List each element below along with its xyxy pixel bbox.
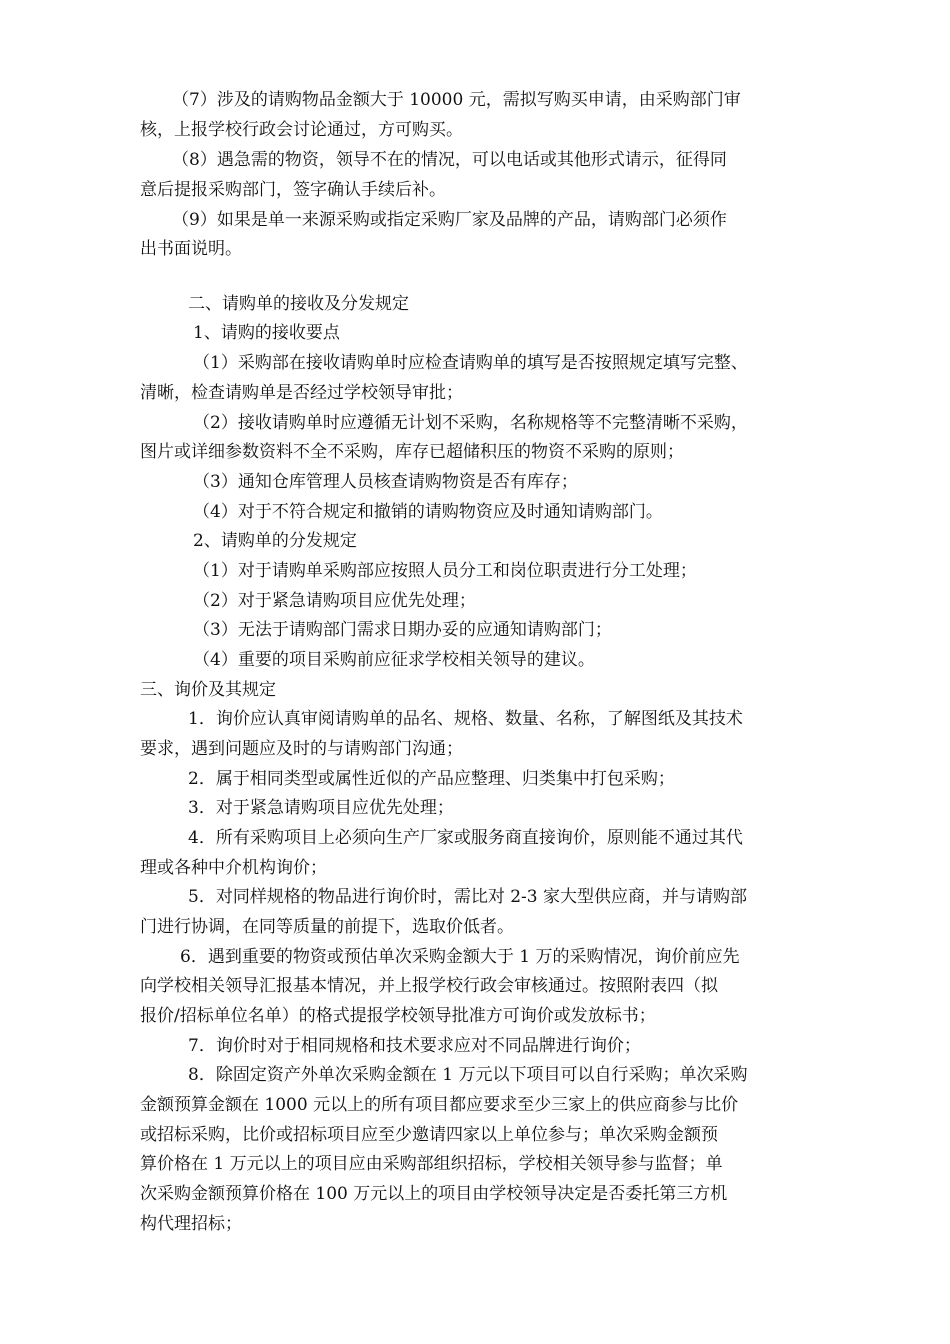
- text-line: （7）涉及的请购物品金额大于 10000 元，需拟写购买申请，由采购部门审: [172, 90, 741, 110]
- text-line: （4）对于不符合规定和撤销的请购物资应及时通知请购部门。: [193, 502, 663, 522]
- text-line: 6．遇到重要的物资或预估单次采购金额大于 1 万的采购情况，询价前应先: [180, 947, 740, 967]
- text-line: 核，上报学校行政会讨论通过，方可购买。: [140, 120, 463, 140]
- text-line: 5．对同样规格的物品进行询价时，需比对 2-3 家大型供应商，并与请购部: [188, 887, 747, 907]
- text-line: （1）对于请购单采购部应按照人员分工和岗位职责进行分工处理；: [193, 561, 697, 581]
- text-line: 要求，遇到问题应及时的与请购部门沟通；: [140, 739, 463, 759]
- text-line: （3）无法于请购部门需求日期办妥的应通知请购部门；: [193, 620, 612, 640]
- text-line: 门进行协调，在同等质量的前提下，选取价低者。: [140, 917, 514, 937]
- text-line: 3．对于紧急请购项目应优先处理；: [188, 798, 454, 818]
- text-line: 报价/招标单位名单）的格式提报学校领导批准方可询价或发放标书；: [140, 1006, 656, 1026]
- text-line: 金额预算金额在 1000 元以上的所有项目都应要求至少三家上的供应商参与比价: [140, 1095, 739, 1115]
- text-line: 4．所有采购项目上必须向生产厂家或服务商直接询价，原则能不通过其代: [188, 828, 743, 848]
- text-line: 1．询价应认真审阅请购单的品名、规格、数量、名称，了解图纸及其技术: [188, 709, 743, 729]
- text-line: 理或各种中介机构询价；: [140, 858, 327, 878]
- text-line: 7．询价时对于相同规格和技术要求应对不同品牌进行询价；: [188, 1036, 641, 1056]
- section-heading: 二、请购单的接收及分发规定: [188, 294, 409, 314]
- text-line: 向学校相关领导汇报基本情况，并上报学校行政会审核通过。按照附表四（拟: [140, 976, 718, 996]
- text-line: （3）通知仓库管理人员核查请购物资是否有库存；: [193, 472, 578, 492]
- subsection-heading: 2、请购单的分发规定: [193, 531, 357, 551]
- text-line: 算价格在 1 万元以上的项目应由采购部组织招标，学校相关领导参与监督；单: [140, 1154, 723, 1174]
- text-line: 清晰，检查请购单是否经过学校领导审批；: [140, 383, 463, 403]
- text-line: 出书面说明。: [140, 239, 242, 259]
- text-line: 8．除固定资产外单次采购金额在 1 万元以下项目可以自行采购；单次采购: [188, 1065, 748, 1085]
- text-line: 2．属于相同类型或属性近似的产品应整理、归类集中打包采购；: [188, 769, 675, 789]
- text-line: 构代理招标；: [140, 1214, 242, 1234]
- text-line: （1）采购部在接收请购单时应检查请购单的填写是否按照规定填写完整、: [193, 353, 748, 373]
- section-heading: 三、询价及其规定: [140, 680, 276, 700]
- text-line: （4）重要的项目采购前应征求学校相关领导的建议。: [193, 650, 595, 670]
- text-line: （2）对于紧急请购项目应优先处理；: [193, 591, 476, 611]
- text-line: （8）遇急需的物资，领导不在的情况，可以电话或其他形式请示，征得同: [172, 150, 727, 170]
- text-line: 或招标采购，比价或招标项目应至少邀请四家以上单位参与；单次采购金额预: [140, 1125, 718, 1145]
- text-line: （9）如果是单一来源采购或指定采购厂家及品牌的产品，请购部门必须作: [172, 210, 727, 230]
- text-line: 图片或详细参数资料不全不采购，库存已超储积压的物资不采购的原则；: [140, 442, 684, 462]
- text-line: （2）接收请购单时应遵循无计划不采购，名称规格等不完整清晰不采购，: [193, 413, 748, 433]
- text-line: 意后提报采购部门，签字确认手续后补。: [140, 180, 446, 200]
- subsection-heading: 1、请购的接收要点: [193, 323, 340, 343]
- text-line: 次采购金额预算价格在 100 万元以上的项目由学校领导决定是否委托第三方机: [140, 1184, 728, 1204]
